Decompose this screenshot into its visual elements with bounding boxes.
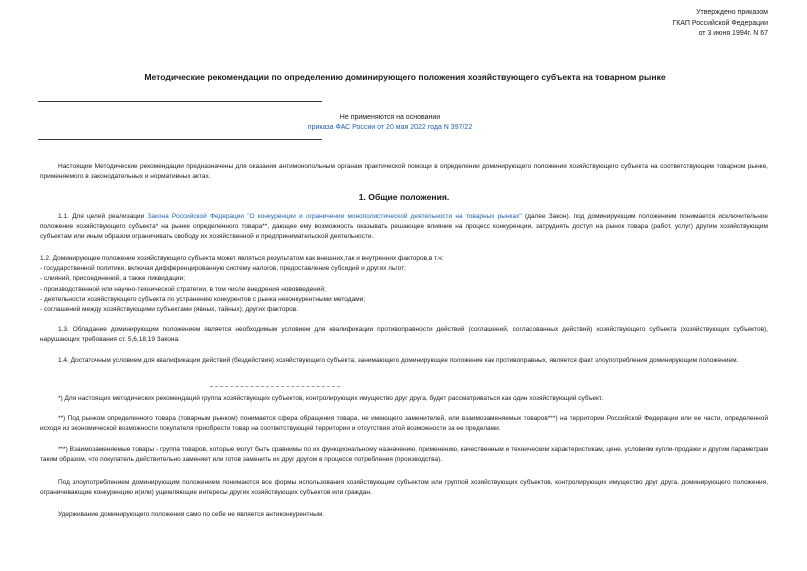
paragraph-1-4	[40, 356, 768, 366]
list-item: - соглашений между хозяйствующими субъектами (явных, тайных); других факторов.	[40, 306, 298, 314]
notice-text: Не применяются на основании	[339, 114, 441, 121]
paragraph-text: 1.3. Обладание доминирующим положением является необходимым условием для квалификации противоправности действий (соглашений, согласованных действий) хозяйствующего субъекта (хозяйствующих субъектов), нарушающих требования ст. 5,6,18,19 Закона.	[40, 326, 768, 344]
approval-block	[568, 8, 768, 40]
divider	[38, 101, 322, 102]
list-item: - слияний, присоединений, а также ликвидации;	[40, 275, 185, 283]
last-paragraph	[40, 510, 768, 520]
paragraph-head: 1.2. Доминирующее положение хозяйствующего субъекта может являться результатом как внешних,так и внутренних факторов,в т.ч:	[40, 255, 444, 262]
divider	[38, 139, 322, 140]
approval-line: ГКАП Российской Федерации	[672, 19, 768, 27]
footnote-text: *) Для настоящих методических рекомендаций группа хозяйствующих субъектов, контролирующих имущество друг друга, будет рассматриваться как один хозяйствующий субъект.	[58, 395, 603, 402]
paragraph-text: 1.1. Для целей реализации	[58, 213, 148, 220]
abuse-paragraph	[40, 478, 768, 498]
section-heading: 1. Общие положения.	[358, 192, 450, 202]
paragraph-text: Удерживание доминирующего положения само по себе не является антиконкурентным.	[58, 511, 325, 518]
approval-line: от 3 июня 1994г. N 67	[698, 30, 768, 37]
paragraph-text: 1.4. Достаточным условием для квалификации действий (бездействия) хозяйствующего субъекта, занимающего доминирующее положение как противоправных, является факт злоупотребления доминирующим положением.	[58, 357, 739, 364]
approval-line: Утверждено приказом	[696, 9, 768, 16]
document-title: Методические рекомендации по определению доминирующего положения хозяйствующего субъекта на товарном рынке	[144, 72, 666, 82]
notice-link[interactable]: приказа ФАС России от 20 мая 2022 года N 397/22	[307, 124, 473, 131]
list-item: - государственной политики, включая дифференцированную систему налогов, предоставление субсидий и других льгот;	[40, 265, 406, 273]
footnote-separator	[210, 386, 340, 387]
list-item: - производственной или научно-технической стратегии, в том числе внедрения нововведений;	[40, 285, 326, 293]
footnote-text: ***) Взаимозаменяемые товары - группа товаров, которые могут быть сравнимы по их функциональному назначению, применению, качественным и техническим характеристикам, цене, условиям купли-продажи и другим параметрам таким образом, что покупатель действительно заменяет или готов заменить их друг другом в процессе потребления (производства).	[40, 446, 768, 464]
intro-paragraph	[40, 162, 768, 182]
paragraph-text: (далее Закон). под доминирующим положением понимается исключительное положение хозяйствующего субъекта* на рынке определенного товара**, дающее ему возможность оказывать решающее влияние на процесс конкуренции, затруднять доступ на рынок товара (работ, услуг) другим хозяйствующим субъектам или иным образом ограничивать свободу их хозяйственной и предпринимательской деятельности.	[40, 213, 769, 241]
law-link[interactable]: Закона Российской Федерации "О конкуренции и ограничении монополистической деятельности на товарных рынках"	[147, 213, 522, 220]
footnote-text: **) Под рынком определенного товара (товарным рынком) понимается сфера обращения товара, не имеющего заменителей, или взаимозаменяемых товаров***) на территории Российской Федерации или ее части, определенной исходя из экономической возможности покупателя приобрести товар на соответствующей территории и отсутствия этой возможности за ее пределами.	[40, 415, 768, 433]
paragraph-1-3	[40, 325, 768, 345]
paragraph-1-2	[40, 254, 768, 315]
footnote-3	[40, 445, 768, 465]
paragraph-1-1	[40, 212, 768, 243]
intro-text: Настоящие Методические рекомендации предназначены для оказания антимонопольным органам практической помощи в определении доминирующего положения хозяйствующего субъекта на соответствующем товарном рынке, применяемого в законодательных и нормативных актах.	[40, 163, 768, 181]
list-item: - деятельности хозяйствующего субъекта по устранению конкурентов с рынка неконкурентными методами;	[40, 295, 366, 303]
footnote-2	[40, 414, 768, 434]
footnote-1	[40, 394, 768, 404]
paragraph-text: Под злоупотреблением доминирующим положением понимаются все формы использования хозяйствующим субъектом или группой хозяйствующих субъектов, контролирующих имущество друг друга, доминирующего положения, ограничивающие конкуренцию и(или) ущемляющие интересы других хозяйствующих субъектов или граждан.	[40, 479, 768, 497]
